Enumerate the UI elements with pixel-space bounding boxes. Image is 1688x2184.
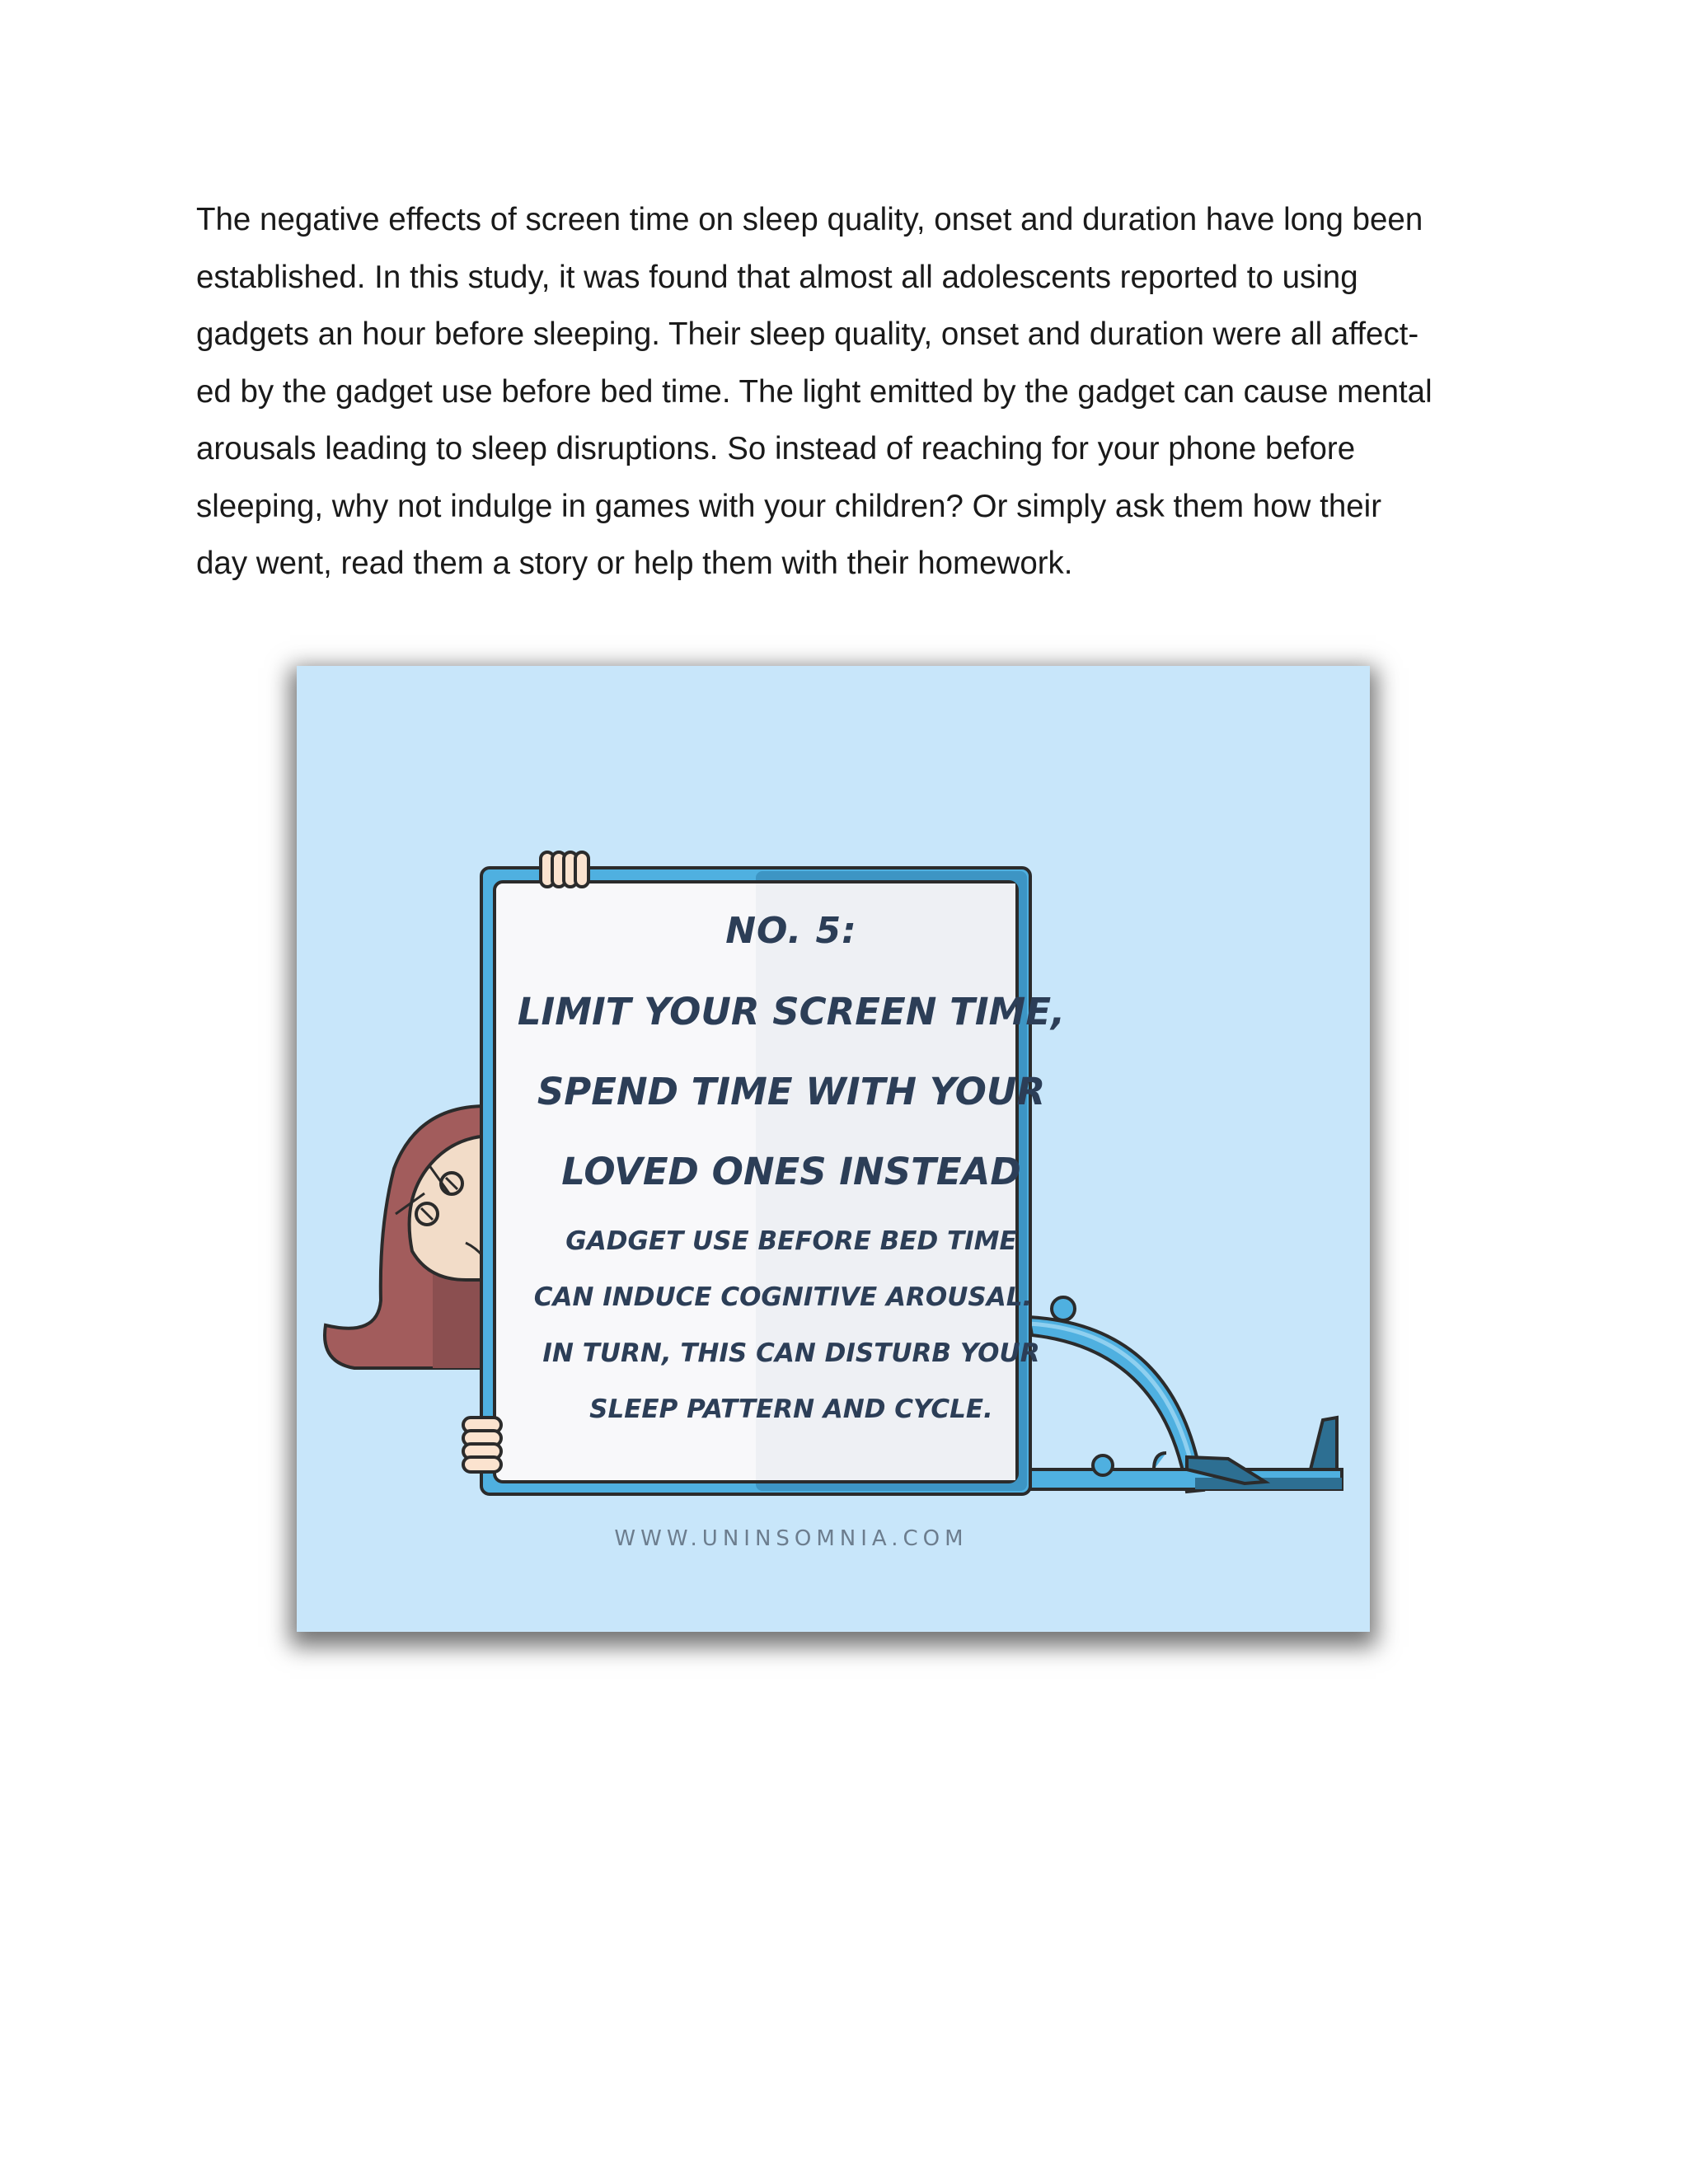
tip-body-line: GADGET USE BEFORE BED TIME [565,1226,1017,1256]
foot-icon [1311,1418,1337,1469]
paragraph-line: arousals leading to sleep disruptions. So instead of reaching for your phone before [196,431,1356,466]
sleep-tip-illustration [297,666,1370,1632]
paragraph-line: day went, read them a story or help them with their homework. [196,546,1073,581]
website-watermark: WWW.UNINSOMNIA.COM [614,1526,968,1551]
article-paragraph [196,191,1515,593]
paragraph-line: established. In this study, it was found that almost all adolescents reported to using [196,259,1358,295]
tip-body-line: IN TURN, THIS CAN DISTURB YOUR [542,1338,1040,1368]
paragraph-line: The negative effects of screen time on sleep quality, onset and duration have long been [196,202,1423,237]
tip-title-line: SPEND TIME WITH YOUR [537,1070,1046,1113]
top-hand-icon [541,852,588,887]
tip-body-line: CAN INDUCE COGNITIVE AROUSAL. [533,1282,1033,1312]
paragraph-line: sleeping, why not indulge in games with your children? Or simply ask them how their [196,488,1382,524]
tip-title-line: LIMIT YOUR SCREEN TIME, [517,990,1066,1033]
tip-body-line: SLEEP PATTERN AND CYCLE. [589,1394,993,1424]
illustration-artwork [297,666,1370,1632]
tip-number: NO. 5: [725,910,857,952]
paragraph-line: ed by the gadget use before bed time. The light emitted by the gadget can cause mental [196,373,1432,410]
paragraph-line: gadgets an hour before sleeping. Their sleep quality, onset and duration were all affect- [196,316,1419,352]
tip-title-line: LOVED ONES INSTEAD [561,1150,1021,1193]
side-hand-icon [463,1418,501,1472]
